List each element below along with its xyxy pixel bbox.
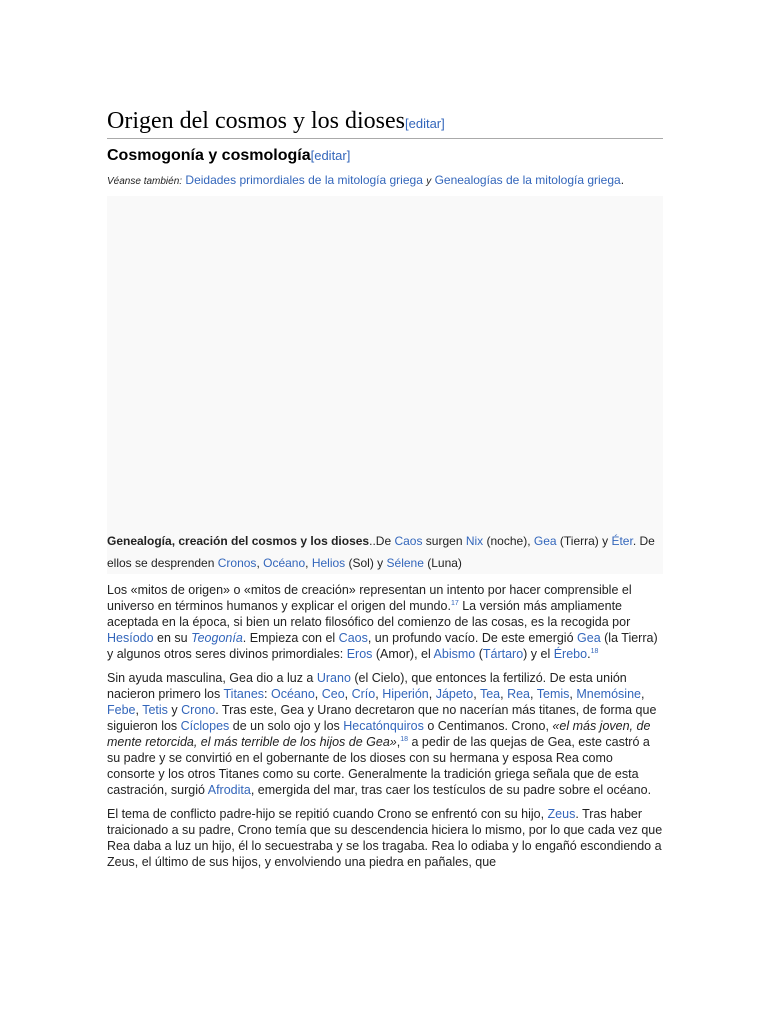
article [107,108,663,870]
link-mnemosine[interactable]: Mnemósine [576,687,641,701]
quote-crono: «el más joven, de mente retorcida, el más terrible de los hijos de Gea» [107,719,651,749]
section-title: Origen del cosmos y los dioses [107,108,405,134]
link-helios[interactable]: Helios [311,556,346,570]
link-tea[interactable]: Tea [479,687,501,701]
link-gea[interactable]: Gea [577,631,601,645]
paragraph-mitos-origen: Los «mitos de origen» o «mitos de creación» representan un intento por hacer comprensible el universo en términos humanos y explicar el origen del mundo.$^{17}$ La versión más ampliamente aceptada en la época, si bien un relato filosófico del comienzo de las cosas, es la recogida por Hesíodo en su Teogonía. Empieza con el Caos, un profundo vacío. De este emergió Gea (la Tierra) y algunos otros seres divinos primordiales: Eros (Amor), el Abismo (Tártaro) y el Érebo.$^{18}$ [107,583,658,661]
reference-17[interactable]: 17 [450,599,459,607]
edit-link-subsection[interactable]: [editar] [310,148,351,163]
link-hecatonquiros[interactable]: Hecatónquiros [343,719,424,733]
link-teogonia[interactable]: Teogonía [191,631,243,645]
link-hesiodo[interactable]: Hesíodo [107,631,154,645]
link-japeto[interactable]: Jápeto [435,687,474,701]
link-zeus[interactable]: Zeus [547,807,576,821]
figure-caption: Genealogía, creación del cosmos y los dioses..De Caos surgen Nix (noche), Gea (Tierra) y Éter. De ellos se desprenden Cronos, Océano, Helios (Sol) y Sélene (Luna) [107,534,655,570]
see-also-label: Véanse también: [107,176,183,187]
link-ceo[interactable]: Ceo [321,687,345,701]
link-erebo[interactable]: Érebo [553,647,588,661]
link-nix[interactable]: Nix [465,534,484,548]
section-heading [107,108,663,139]
link-temis[interactable]: Temis [536,687,570,701]
see-also-note: Véanse también: Deidades primordiales de la mitología griega y Genealogías de la mitología griega. [107,173,625,187]
link-gea[interactable]: Gea [533,534,557,548]
link-rea[interactable]: Rea [507,687,531,701]
link-crio[interactable]: Crío [351,687,376,701]
link-crono[interactable]: Crono [181,703,216,717]
link-tartaro[interactable]: Tártaro [482,647,524,661]
edit-link-section[interactable]: [editar] [404,116,445,131]
link-deidades-primordiales[interactable]: Deidades primordiales de la mitología griega [185,173,423,187]
link-urano[interactable]: Urano [316,671,351,685]
link-abismo[interactable]: Abismo [433,647,476,661]
subsection-heading [107,146,663,166]
genealogy-image[interactable] [107,196,663,530]
link-selene[interactable]: Sélene [386,556,424,570]
link-hiperion[interactable]: Hiperión [382,687,429,701]
link-caos[interactable]: Caos [394,534,423,548]
link-oceano[interactable]: Océano [270,687,315,701]
link-titanes[interactable]: Titanes [223,687,265,701]
link-afrodita[interactable]: Afrodita [207,783,251,797]
paragraph-urano-titanes: Sin ayuda masculina, Gea dio a luz a Urano (el Cielo), que entonces la fertilizó. De esta unión nacieron primero los Titanes: Océano, Ceo, Crío, Hiperión, Jápeto, Tea, Rea, Temis, Mnemósine, Febe, Tetis y Crono. Tras este, Gea y Urano decretaron que no nacerían más titanes, de forma que siguieron los Cíclopes de un solo ojo y los Hecatónquiros o Centimanos. Crono, «el más joven, de mente retorcida, el más terrible de los hijos de Gea»,$^{18}$ a pedir de las quejas de Gea, este castró a su padre y se convirtió en el gobernante de los dioses con su hermana y esposa Rea como consorte y los otros Titanes como su corte. Generalmente la tradición griega señala que de esta castración, surgió Afrodita, emergida del mar, tras caer los testículos de su padre sobre el océano. [107,671,657,797]
link-febe[interactable]: Febe [107,703,136,717]
link-oceano[interactable]: Océano [263,556,306,570]
caption-title: Genealogía, creación del cosmos y los dioses [107,534,370,548]
link-genealogias[interactable]: Genealogías de la mitología griega [434,173,621,187]
reference-18[interactable]: 18 [590,647,599,655]
link-cronos[interactable]: Cronos [217,556,257,570]
see-also-connector: y [426,176,432,187]
link-ciclopes[interactable]: Cíclopes [180,719,230,733]
figure-genealogy [107,196,663,574]
link-eros[interactable]: Eros [346,647,373,661]
link-eter[interactable]: Éter [611,534,633,548]
reference-18[interactable]: 18 [400,735,409,743]
paragraph-crono-zeus: El tema de conflicto padre-hijo se repitió cuando Crono se enfrentó con su hijo, Zeus. Tras haber traicionado a su padre, Crono temía que su descendencia hiciera lo mismo, por lo que cada vez que Rea daba a luz un hijo, él lo secuestraba y se los tragaba. Rea lo odiaba y lo engañó escondiendo a Zeus, el último de sus hijos, y envolviendo una piedra en pañales, que [107,807,663,869]
link-tetis[interactable]: Tetis [142,703,168,717]
subsection-title: Cosmogonía y cosmología [107,147,311,164]
link-caos[interactable]: Caos [338,631,368,645]
